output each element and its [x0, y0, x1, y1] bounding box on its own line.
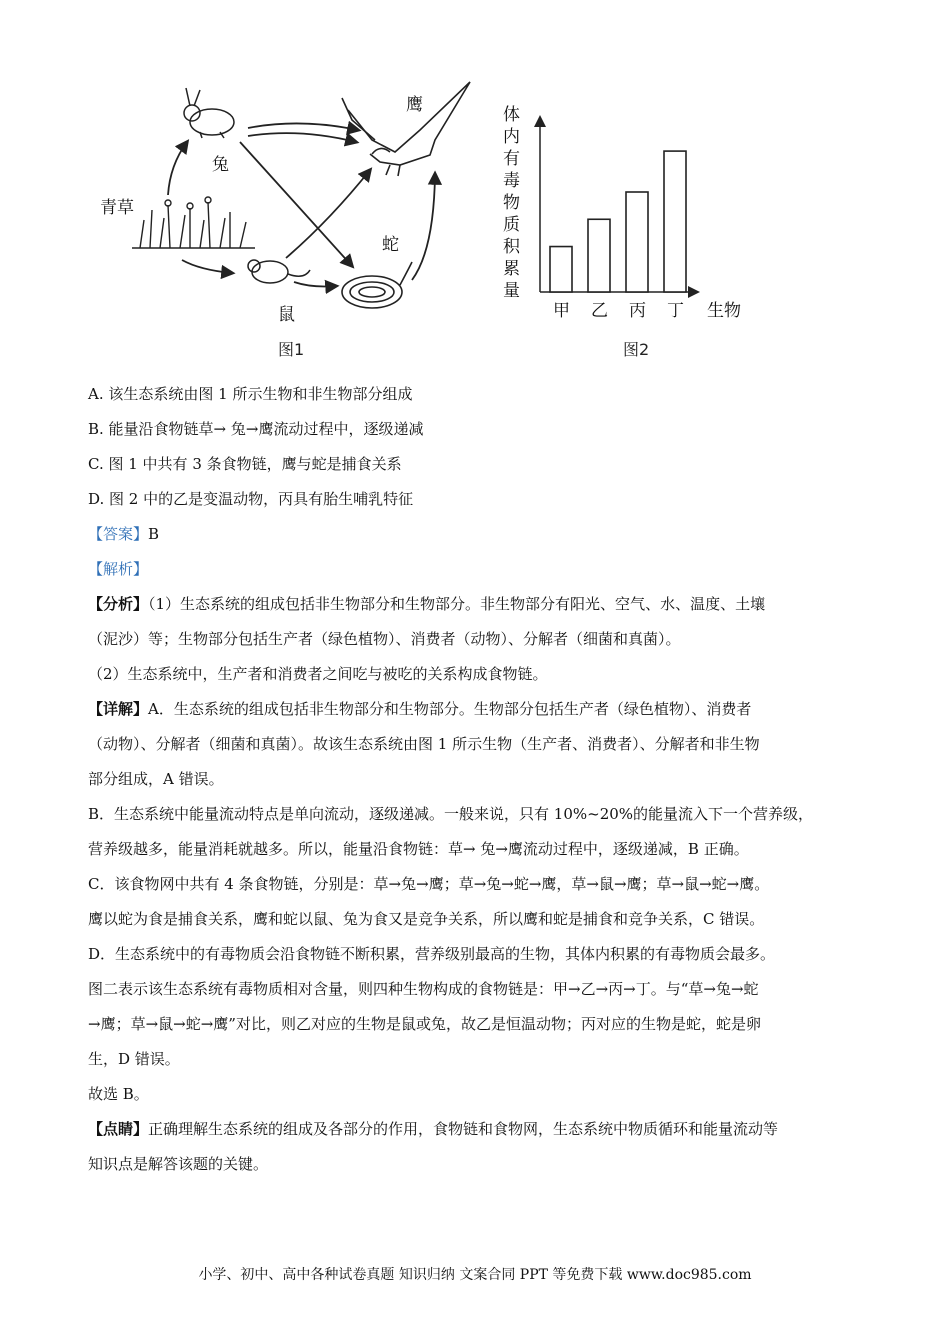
fenxi-line-3: （2）生态系统中，生产者和消费者之间吃与被吃的关系构成食物链。	[88, 665, 548, 683]
arrow-grass-to-rabbit	[168, 142, 187, 195]
figure-1-caption: 图1	[278, 340, 305, 359]
rabbit-label: 兔	[212, 155, 229, 175]
arrow-mouse-to-snake	[294, 282, 336, 287]
x-tick-labels	[553, 301, 684, 321]
grass-label: 青草	[100, 198, 134, 218]
x-tick-label: 丁	[667, 301, 684, 321]
fenxi-line-1	[88, 587, 878, 622]
arrow-rabbit-to-snake	[240, 142, 352, 266]
xiangjie-text-a1: A．生态系统的组成包括非生物部分和生物部分。生物部分包括生产者（绿色植物）、消费者	[148, 700, 752, 718]
grass-drawing	[132, 197, 255, 248]
bar-2	[588, 219, 610, 292]
bar-4	[664, 151, 686, 292]
arrow-grass-to-mouse	[182, 260, 232, 273]
xiangjie-line-a1	[88, 692, 878, 727]
option-a: A. 该生态系统由图 1 所示生物和非生物部分组成	[88, 385, 413, 403]
xiangjie-tag: 【详解】	[88, 700, 149, 718]
x-tick-label: 乙	[591, 301, 608, 321]
xiangjie-line-c2: 鹰以蛇为食是捕食关系，鹰和蛇以鼠、兔为食又是竞争关系，所以鹰和蛇是捕食和竞争关系，C 错误。	[88, 910, 765, 928]
xiangjie-line-d4: 生，D 错误。	[88, 1050, 180, 1068]
conclusion: 故选 B。	[88, 1085, 149, 1103]
xiangjie-line-a3: 部分组成，A 错误。	[88, 770, 224, 788]
y-axis-label-char: 体	[503, 105, 520, 125]
analysis-tag: 【解析】	[88, 560, 149, 578]
xiangjie-line-b2: 营养级越多，能量消耗就越多。所以，能量沿食物链：草→ 兔→鹰流动过程中，逐级递减，B 正确。	[88, 840, 749, 858]
x-tick-label: 甲	[553, 301, 570, 321]
x-axis-label: 生物	[707, 301, 741, 321]
xiangjie-line-d2: 图二表示该生态系统有毒物质相对含量，则四种生物构成的食物链是：甲→乙→丙→丁。与“草→兔→蛇	[88, 980, 759, 998]
arrow-snake-to-eagle	[412, 174, 435, 280]
xiangjie-line-c1: C．该食物网中共有 4 条食物链，分别是：草→兔→鹰；草→兔→蛇→鹰，草→鼠→鹰；草→鼠→蛇→鹰。	[88, 875, 770, 893]
snake-label: 蛇	[382, 235, 399, 255]
y-axis-label-char: 积	[503, 237, 520, 257]
dianjing-line-1	[88, 1112, 878, 1147]
arrow-rabbit-to-eagle-2	[248, 133, 356, 142]
xiangjie-line-b1: B．生态系统中能量流动特点是单向流动，逐级递减。一般来说，只有 10%~20%的能量流入下一个营养级，	[88, 805, 814, 823]
figure-2-bar-chart	[495, 70, 775, 370]
dianjing-line-2: 知识点是解答该题的关键。	[88, 1155, 269, 1173]
mouse-drawing	[248, 260, 310, 283]
rabbit-drawing	[184, 88, 234, 138]
y-axis-label-char: 量	[503, 281, 520, 301]
y-axis-label-char: 累	[503, 259, 520, 279]
arrow-mouse-to-eagle	[286, 170, 370, 258]
figure-1-food-web	[90, 70, 490, 370]
answer-tag: 【答案】	[88, 525, 149, 543]
bar-3	[626, 192, 648, 292]
bars	[550, 151, 686, 292]
fenxi-text-1: （1）生态系统的组成包括非生物部分和生物部分。非生物部分有阳光、空气、水、温度、土壤	[148, 595, 766, 613]
xiangjie-line-a2: （动物）、分解者（细菌和真菌）。故该生态系统由图 1 所示生物（生产者、消费者）、分解者和非生物	[88, 735, 760, 753]
xiangjie-line-d3: →鹰；草→鼠→蛇→鹰”对比，则乙对应的生物是鼠或兔，故乙是恒温动物；丙对应的生物是蛇，蛇是卵	[88, 1015, 761, 1033]
y-axis-label-char: 质	[503, 215, 520, 235]
answer-line	[88, 517, 878, 552]
x-tick-label: 丙	[629, 301, 646, 321]
arrow-rabbit-to-eagle-1	[248, 123, 358, 130]
figure-2-caption: 图2	[623, 340, 650, 359]
snake-drawing	[342, 262, 412, 308]
option-c: C. 图 1 中共有 3 条食物链，鹰与蛇是捕食关系	[88, 455, 402, 473]
mouse-label: 鼠	[278, 305, 295, 325]
dianjing-tag: 【点睛】	[88, 1120, 149, 1138]
fenxi-line-2: （泥沙）等；生物部分包括生产者（绿色植物）、消费者（动物）、分解者（细菌和真菌）。	[88, 630, 681, 648]
option-d: D. 图 2 中的乙是变温动物，丙具有胎生哺乳特征	[88, 490, 414, 508]
fenxi-tag: 【分析】	[88, 595, 149, 613]
y-axis-label-char: 内	[503, 127, 520, 147]
y-axis-label-char: 物	[503, 193, 520, 213]
question-body	[88, 377, 878, 1182]
xiangjie-line-d1: D．生态系统中的有毒物质会沿食物链不断积累，营养级别最高的生物，其体内积累的有毒物质会最多。	[88, 945, 776, 963]
option-b: B. 能量沿食物链草→ 兔→鹰流动过程中，逐级递减	[88, 420, 424, 438]
eagle-label: 鹰	[406, 95, 423, 115]
bar-1	[550, 247, 572, 292]
dianjing-text-1: 正确理解生态系统的组成及各部分的作用，食物链和食物网，生态系统中物质循环和能量流动等	[148, 1120, 779, 1138]
answer-value: B	[148, 525, 160, 543]
y-axis-label-char: 有	[503, 149, 520, 169]
y-axis-label-char: 毒	[503, 171, 520, 191]
y-axis-label	[503, 105, 521, 301]
footer-text: 小学、初中、高中各种试卷真题 知识归纳 文案合同 PPT 等免费下载 www.doc985.com	[198, 1267, 752, 1283]
